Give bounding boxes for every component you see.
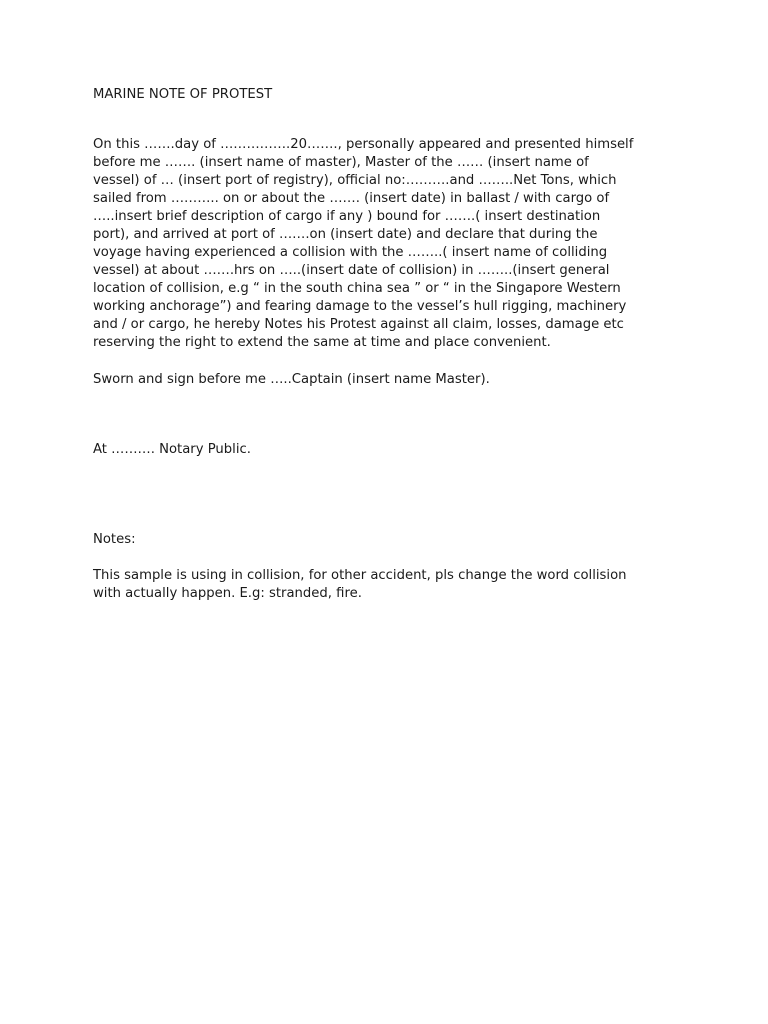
notes-line: This sample is using in collision, for other accident, pls change the word collision [93, 568, 627, 583]
notary-line: At ………. Notary Public. [93, 442, 251, 457]
protest-line: reserving the right to extend the same at time and place convenient. [93, 335, 551, 350]
protest-line: location of collision, e.g “ in the south china sea ” or “ in the Singapore Western [93, 281, 621, 296]
protest-line: working anchorage”) and fearing damage to the vessel’s hull rigging, machinery [93, 299, 627, 314]
protest-line: sailed from ……….. on or about the ……. (insert date) in ballast / with cargo of [93, 191, 610, 206]
protest-line: before me ……. (insert name of master), Master of the …… (insert name of [93, 155, 589, 170]
protest-line: vessel) at about …….hrs on …..(insert date of collision) in ……..(insert general [93, 263, 610, 278]
sworn-statement: Sworn and sign before me …..Captain (insert name Master). [93, 372, 490, 387]
protest-line: vessel) of … (insert port of registry), official no:……….and ……..Net Tons, which [93, 173, 617, 188]
protest-line: and / or cargo, he hereby Notes his Protest against all claim, losses, damage etc [93, 317, 624, 332]
notes-heading: Notes: [93, 532, 136, 547]
notes-line: with actually happen. E.g: stranded, fire. [93, 586, 362, 601]
protest-line: port), and arrived at port of …….on (insert date) and declare that during the [93, 227, 598, 242]
protest-line: voyage having experienced a collision with the ……..( insert name of colliding [93, 245, 608, 260]
notes-paragraph [93, 567, 705, 603]
document-title: MARINE NOTE OF PROTEST [93, 87, 273, 102]
protest-line: …..insert brief description of cargo if any ) bound for …….( insert destination [93, 209, 601, 224]
protest-paragraph [93, 136, 705, 352]
protest-line: On this …….day of …………….20……., personally appeared and presented himself [93, 137, 634, 152]
